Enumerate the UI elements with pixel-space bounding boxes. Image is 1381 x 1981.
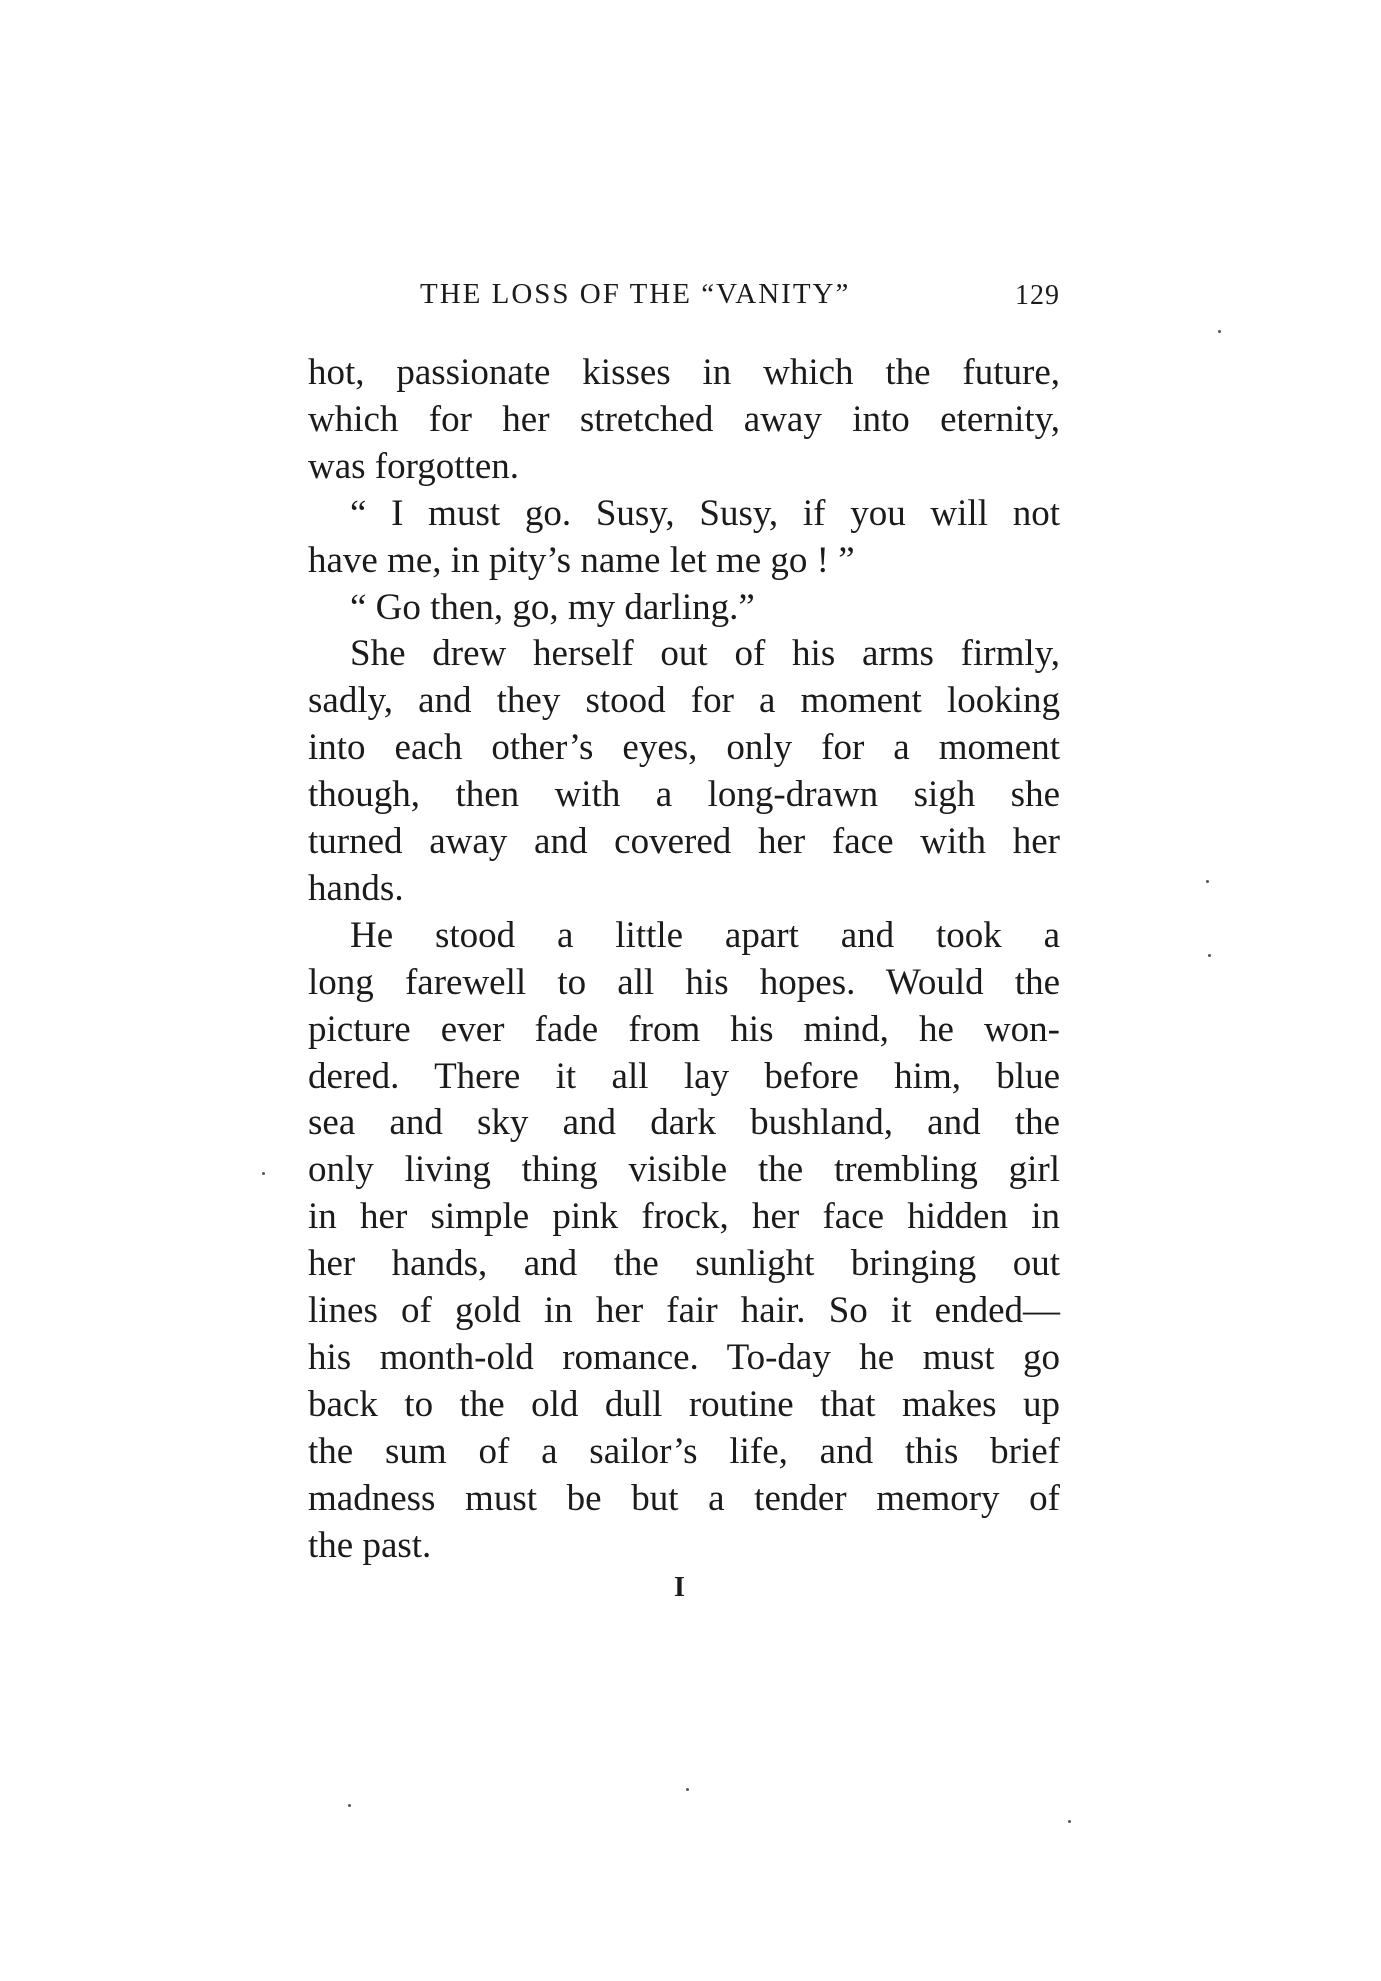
print-speck xyxy=(1206,880,1209,883)
text-line: dered. There it all lay before him, blue xyxy=(308,1056,1060,1097)
text-line: hands. xyxy=(308,868,404,909)
text-line: though, then with a long-drawn sigh she xyxy=(308,774,1060,815)
print-speck xyxy=(1218,330,1221,333)
text-line: hot, passionate kisses in which the future, xyxy=(308,352,1060,393)
text-line: lines of gold in her fair hair. So it ended— xyxy=(308,1290,1060,1331)
text-line: only living thing visible the trembling girl xyxy=(308,1149,1060,1190)
running-head xyxy=(420,278,1060,318)
signature-mark: I xyxy=(674,1572,685,1603)
text-line: “ Go then, go, my darling.” xyxy=(350,587,755,628)
text-line: was forgotten. xyxy=(308,446,519,487)
text-line: long farewell to all his hopes. Would the xyxy=(308,962,1060,1003)
text-line: which for her stretched away into eternity, xyxy=(308,399,1060,440)
running-title: THE LOSS OF THE “VANITY” xyxy=(420,278,851,310)
print-speck xyxy=(1068,1820,1071,1823)
text-line: have me, in pity’s name let me go ! ” xyxy=(308,540,855,581)
text-line: sea and sky and dark bushland, and the xyxy=(308,1102,1060,1143)
text-line: He stood a little apart and took a xyxy=(350,915,1060,956)
print-speck xyxy=(262,1172,265,1175)
print-speck xyxy=(686,1788,689,1791)
text-line: in her simple pink frock, her face hidden in xyxy=(308,1196,1060,1237)
text-line: “ I must go. Susy, Susy, if you will not xyxy=(350,493,1060,534)
text-line: turned away and covered her face with her xyxy=(308,821,1060,862)
text-line: She drew herself out of his arms firmly, xyxy=(350,633,1060,674)
print-speck xyxy=(348,1804,351,1807)
print-speck xyxy=(1208,954,1211,957)
text-line: picture ever fade from his mind, he won- xyxy=(308,1009,1060,1050)
text-line: his month-old romance. To-day he must go xyxy=(308,1337,1060,1378)
text-line: madness must be but a tender memory of xyxy=(308,1478,1060,1519)
text-line: sadly, and they stood for a moment looking xyxy=(308,680,1060,721)
text-line: the past. xyxy=(308,1525,432,1566)
page-number: 129 xyxy=(1015,280,1060,311)
text-line: into each other’s eyes, only for a moment xyxy=(308,727,1060,768)
text-line: her hands, and the sunlight bringing out xyxy=(308,1243,1060,1284)
text-line: the sum of a sailor’s life, and this brief xyxy=(308,1431,1060,1472)
text-line: back to the old dull routine that makes up xyxy=(308,1384,1060,1425)
